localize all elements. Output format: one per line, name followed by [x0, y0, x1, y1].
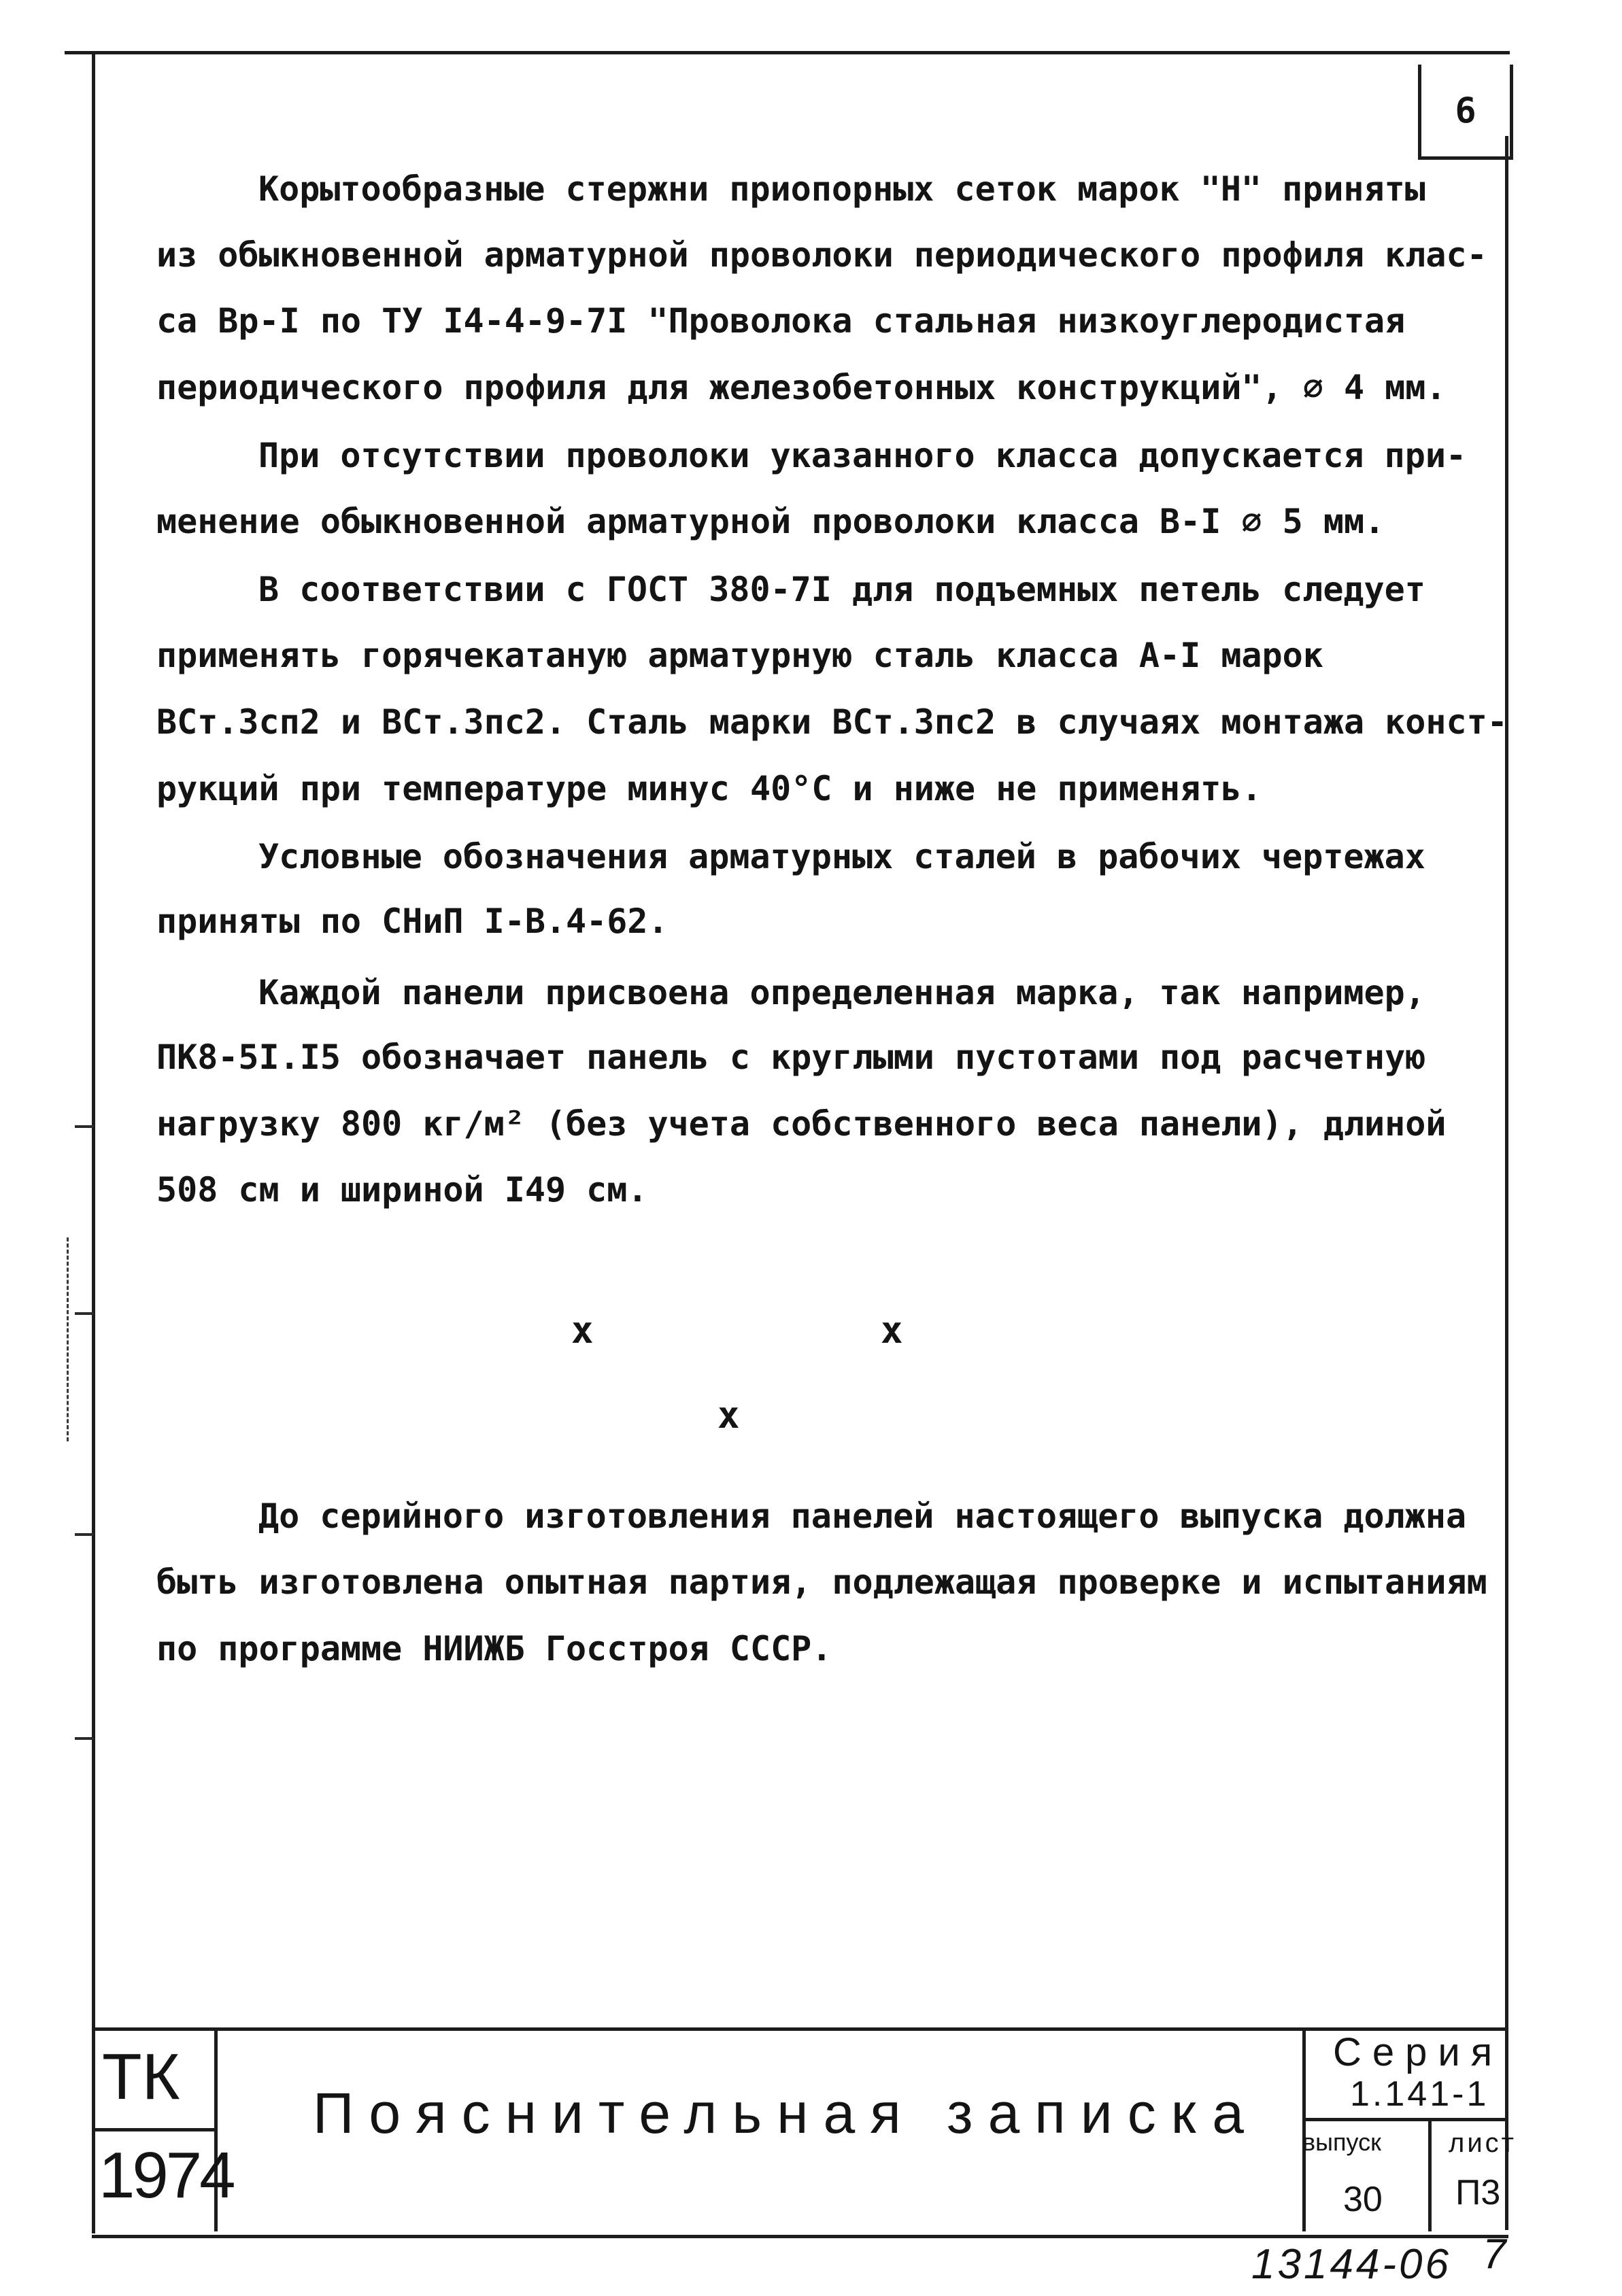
text-line: нагрузку 800 кг/м² (без учета собственного веса панели), длиной	[156, 1104, 1447, 1144]
text-line: периодического профиля для железобетонных конструкций", ∅ 4 мм.	[156, 368, 1447, 407]
separator-mark: x	[571, 1309, 594, 1352]
organization-code: ТК	[102, 2040, 180, 2113]
text-line: по программе НИИЖБ Госстроя СССР.	[156, 1629, 832, 1668]
issue-value: 30	[1343, 2180, 1383, 2219]
text-line: из обыкновенной арматурной проволоки периодического профиля клас-	[156, 235, 1487, 275]
text-line: быть изготовлена опытная партия, подлежащая проверке и испытаниям	[156, 1562, 1487, 1602]
margin-tick	[75, 1533, 94, 1536]
text-line: Каждой панели присвоена определенная марка, так например,	[258, 973, 1425, 1012]
text-line: приняты по СНиП I-В.4-62.	[156, 902, 669, 941]
text-line: При отсутствии проволоки указанного класса допускается при-	[258, 436, 1467, 475]
series-label: Серия	[1333, 2030, 1504, 2074]
title-block-divider	[1428, 2118, 1432, 2231]
text-line: ВСт.3сп2 и ВСт.3пс2. Сталь марки ВСт.3пс2 в случаях монтажа конст-	[156, 702, 1508, 742]
frame-top-border	[65, 51, 1510, 54]
text-line: са Вр-I по ТУ I4-4-9-7I "Проволока стальная низкоуглеродистая	[156, 301, 1406, 341]
separator-mark: x	[881, 1309, 903, 1352]
title-block-divider	[92, 2128, 214, 2131]
series-value: 1.141-1	[1350, 2074, 1489, 2114]
text-line: ПК8-5I.I5 обозначает панель с круглыми пустотами под расчетную	[156, 1038, 1426, 1077]
separator-mark: x	[717, 1394, 740, 1437]
text-line: 508 см и шириной I49 см.	[156, 1170, 648, 1210]
title-block-divider	[1302, 2118, 1508, 2121]
issue-label: выпуск	[1302, 2128, 1381, 2156]
margin-tick	[75, 1737, 94, 1740]
sheet-label: лист	[1449, 2128, 1517, 2158]
document-title: Пояснительная записка	[313, 2081, 1260, 2145]
text-line: В соответствии с ГОСТ 380-7I для подъемных петель следует	[258, 570, 1425, 609]
text-line: Корытообразные стержни приопорных сеток марок "Н" приняты	[258, 169, 1425, 209]
text-line: менение обыкновенной арматурной проволоки класса В-I ∅ 5 мм.	[156, 502, 1385, 541]
margin-tick	[75, 1125, 94, 1128]
handwritten-number: 7	[1483, 2231, 1506, 2278]
frame-left-border	[92, 51, 95, 2233]
text-line: рукций при температуре минус 40°С и ниже не применять.	[156, 769, 1262, 808]
archive-number: 13144-06	[1251, 2241, 1452, 2288]
sheet-value: П3	[1455, 2173, 1501, 2212]
binding-margin-mark	[67, 1237, 81, 1441]
text-line: Условные обозначения арматурных сталей в рабочих чертежах	[258, 837, 1425, 876]
document-year: 1974	[99, 2139, 233, 2212]
text-line: применять горячекатаную арматурную сталь класса А-I марок	[156, 636, 1323, 675]
text-line: До серийного изготовления панелей настоящего выпуска должна	[258, 1496, 1467, 1536]
page-number: 6	[1418, 65, 1513, 160]
